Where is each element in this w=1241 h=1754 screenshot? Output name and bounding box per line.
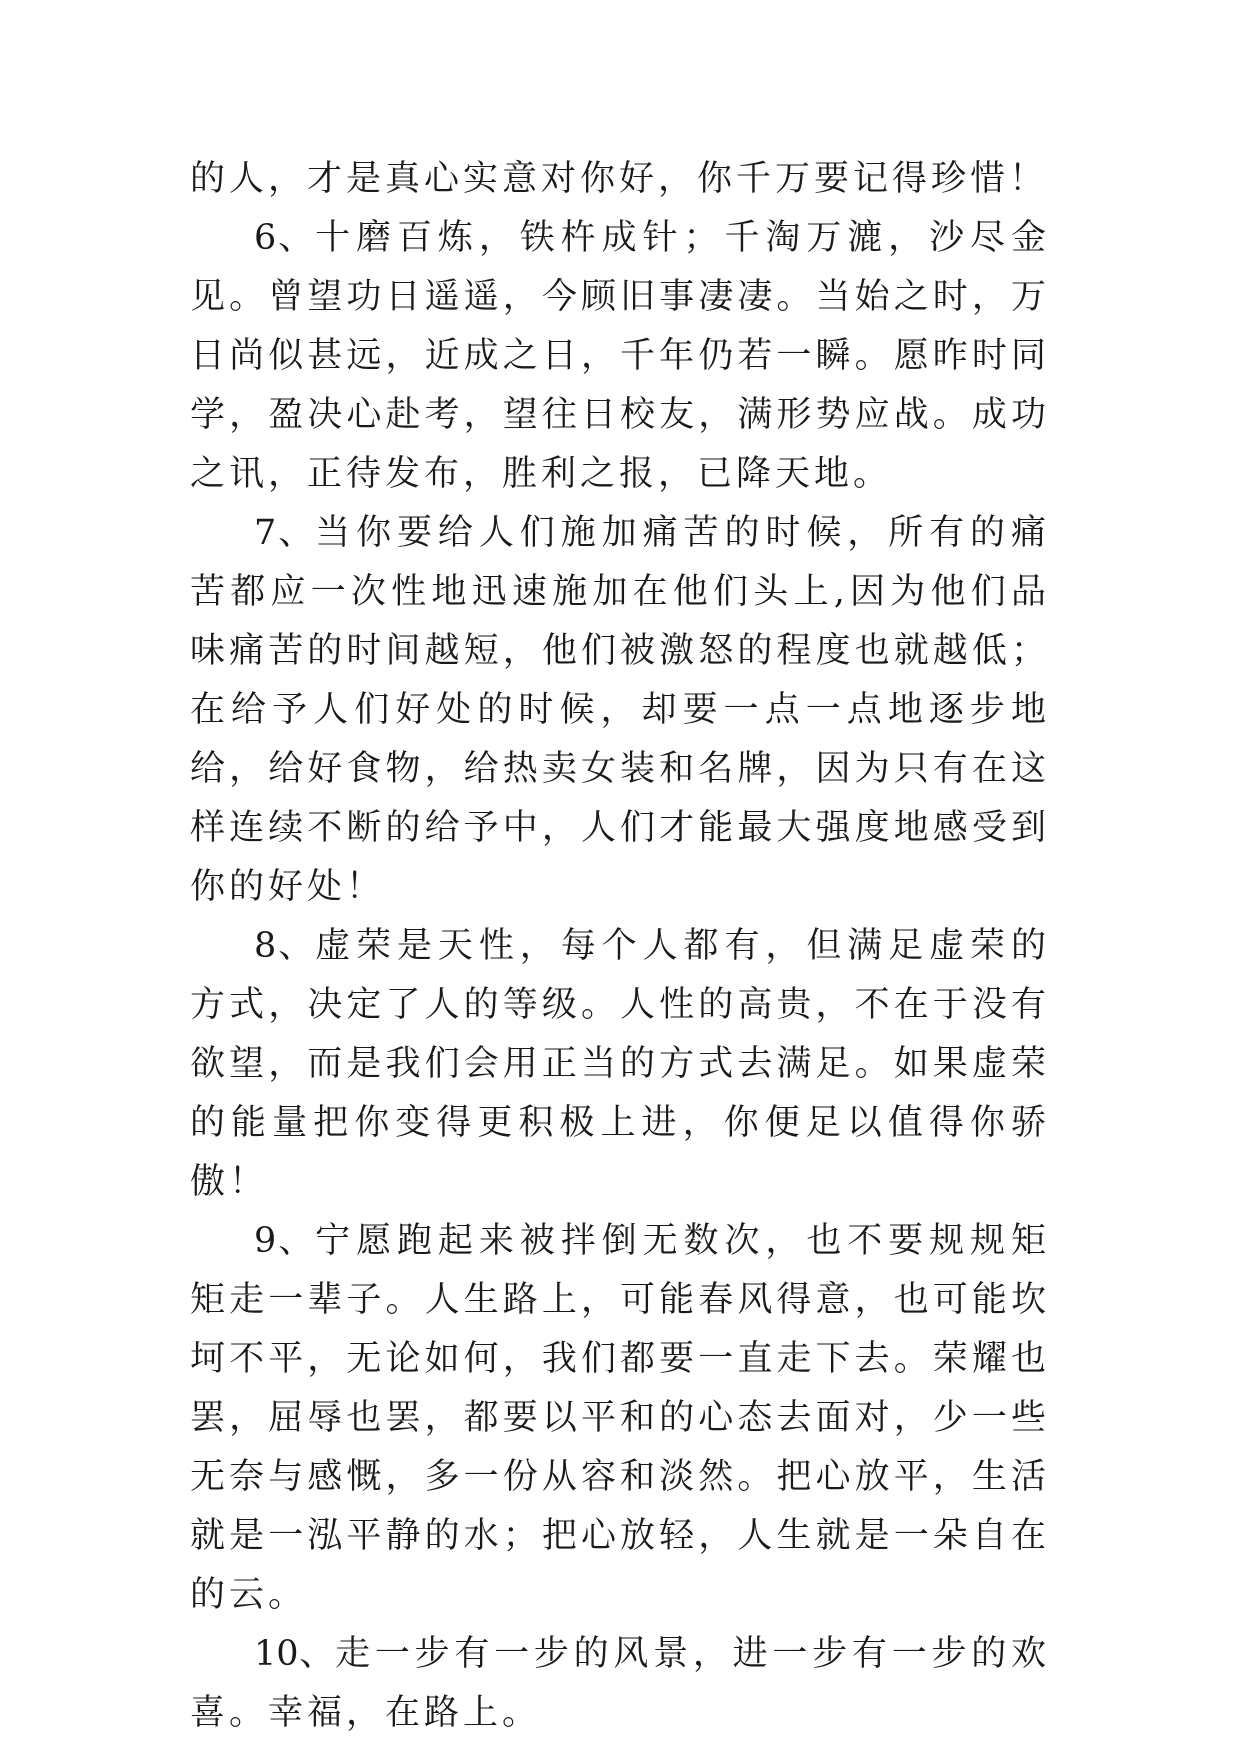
paragraph-item-7 [190,504,1050,917]
paragraph-text: 走一步有一步的风景，进一步有一步的欢喜。幸福，在路上。 [190,1634,1050,1733]
paragraph-item-6 [190,209,1050,504]
item-number: 7、 [254,513,316,553]
item-number: 9、 [254,1221,316,1261]
paragraph-item-10 [190,1625,1050,1743]
paragraph-continuation [190,150,1050,209]
paragraph-text: 虚荣是天性，每个人都有，但满足虚荣的方式，决定了人的等级。人性的高贵，不在于没有欲望，而是我们会用正当的方式去满足。如果虚荣的能量把你变得更积极上进，你便足以值得你骄傲！ [190,926,1050,1202]
paragraph-item-8 [190,917,1050,1212]
paragraph-text: 十磨百炼，铁杵成针；千淘万漉，沙尽金见。曾望功日遥遥，今顾旧事凄凄。当始之时，万日尚似甚远，近成之日，千年仍若一瞬。愿昨时同学，盈决心赴考，望往日校友，满形势应战。成功之讯，正待发布，胜利之报，已降天地。 [190,218,1050,494]
paragraph-text: 宁愿跑起来被拌倒无数次，也不要规规矩矩走一辈子。人生路上，可能春风得意，也可能坎坷不平，无论如何，我们都要一直走下去。荣耀也罢，屈辱也罢，都要以平和的心态去面对，少一些无奈与感慨，多一份从容和淡然。把心放平，生活就是一泓平静的水；把心放轻，人生就是一朵自在的云。 [190,1221,1050,1615]
document-body [190,150,1050,1743]
paragraph-item-9 [190,1212,1050,1625]
item-number: 10、 [254,1634,336,1674]
paragraph-text: 当你要给人们施加痛苦的时候，所有的痛苦都应一次性地迅速施加在他们头上,因为他们品味痛苦的时间越短，他们被激怒的程度也就越低；在给予人们好处的时候，却要一点一点地逐步地给，给好食物，给热卖女装和名牌，因为只有在这样连续不断的给予中，人们才能最大强度地感受到你的好处！ [190,513,1050,907]
item-number: 8、 [254,926,316,966]
paragraph-text: 的人，才是真心实意对你好，你千万要记得珍惜！ [190,159,1049,199]
item-number: 6、 [254,218,316,258]
